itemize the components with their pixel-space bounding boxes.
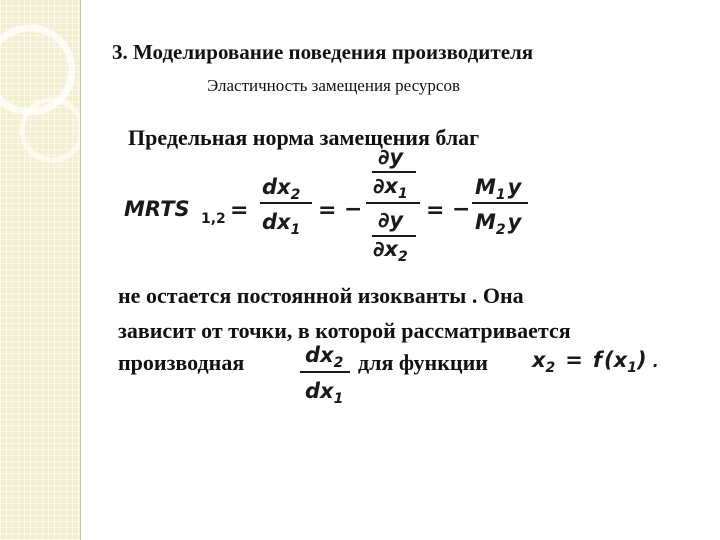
formula-equals-2: =	[318, 198, 337, 223]
formula-equals-3: =	[426, 198, 445, 223]
inner-bottom-numerator: ∂y	[378, 208, 404, 232]
fraction3-denominator: $M_2y$	[475, 210, 522, 238]
formula-mrts-subscript: 1,2	[201, 211, 226, 227]
fraction1-denominator: $dx_1$	[262, 210, 301, 238]
inner-top-denominator: $\partial x_1$	[373, 174, 408, 202]
function-expression: $x_2 = f(x_1)$ .	[532, 348, 659, 376]
body-text-line-1: не остается постоянной изокванты . Она	[118, 283, 524, 308]
formula-equals-1: =	[230, 198, 249, 223]
section-heading: Предельная норма замещения благ	[128, 125, 480, 150]
inner-bottom-denominator: $\partial x_2$	[373, 237, 408, 265]
formula-mrts: MRTS	[124, 197, 190, 221]
fraction3-numerator: $M_1y$	[475, 175, 522, 203]
body-text-line-3a: производная	[118, 350, 245, 375]
body-text-line-2: зависит от точки, в которой рассматривается	[118, 318, 571, 343]
inner-top-numerator: ∂y	[378, 145, 404, 169]
formula-minus-1: −	[344, 197, 363, 222]
fraction1-numerator: $dx_2$	[262, 175, 301, 203]
inline-derivative-numerator: $dx_2$	[305, 343, 344, 371]
slide-subtitle: Эластичность замещения ресурсов	[207, 76, 460, 95]
body-text-line-3b: для функции	[358, 350, 488, 375]
slide-title: 3. Моделирование поведения производителя	[112, 40, 534, 64]
inline-derivative-denominator: $dx_1$	[305, 379, 344, 407]
formula-minus-2: −	[452, 197, 471, 222]
